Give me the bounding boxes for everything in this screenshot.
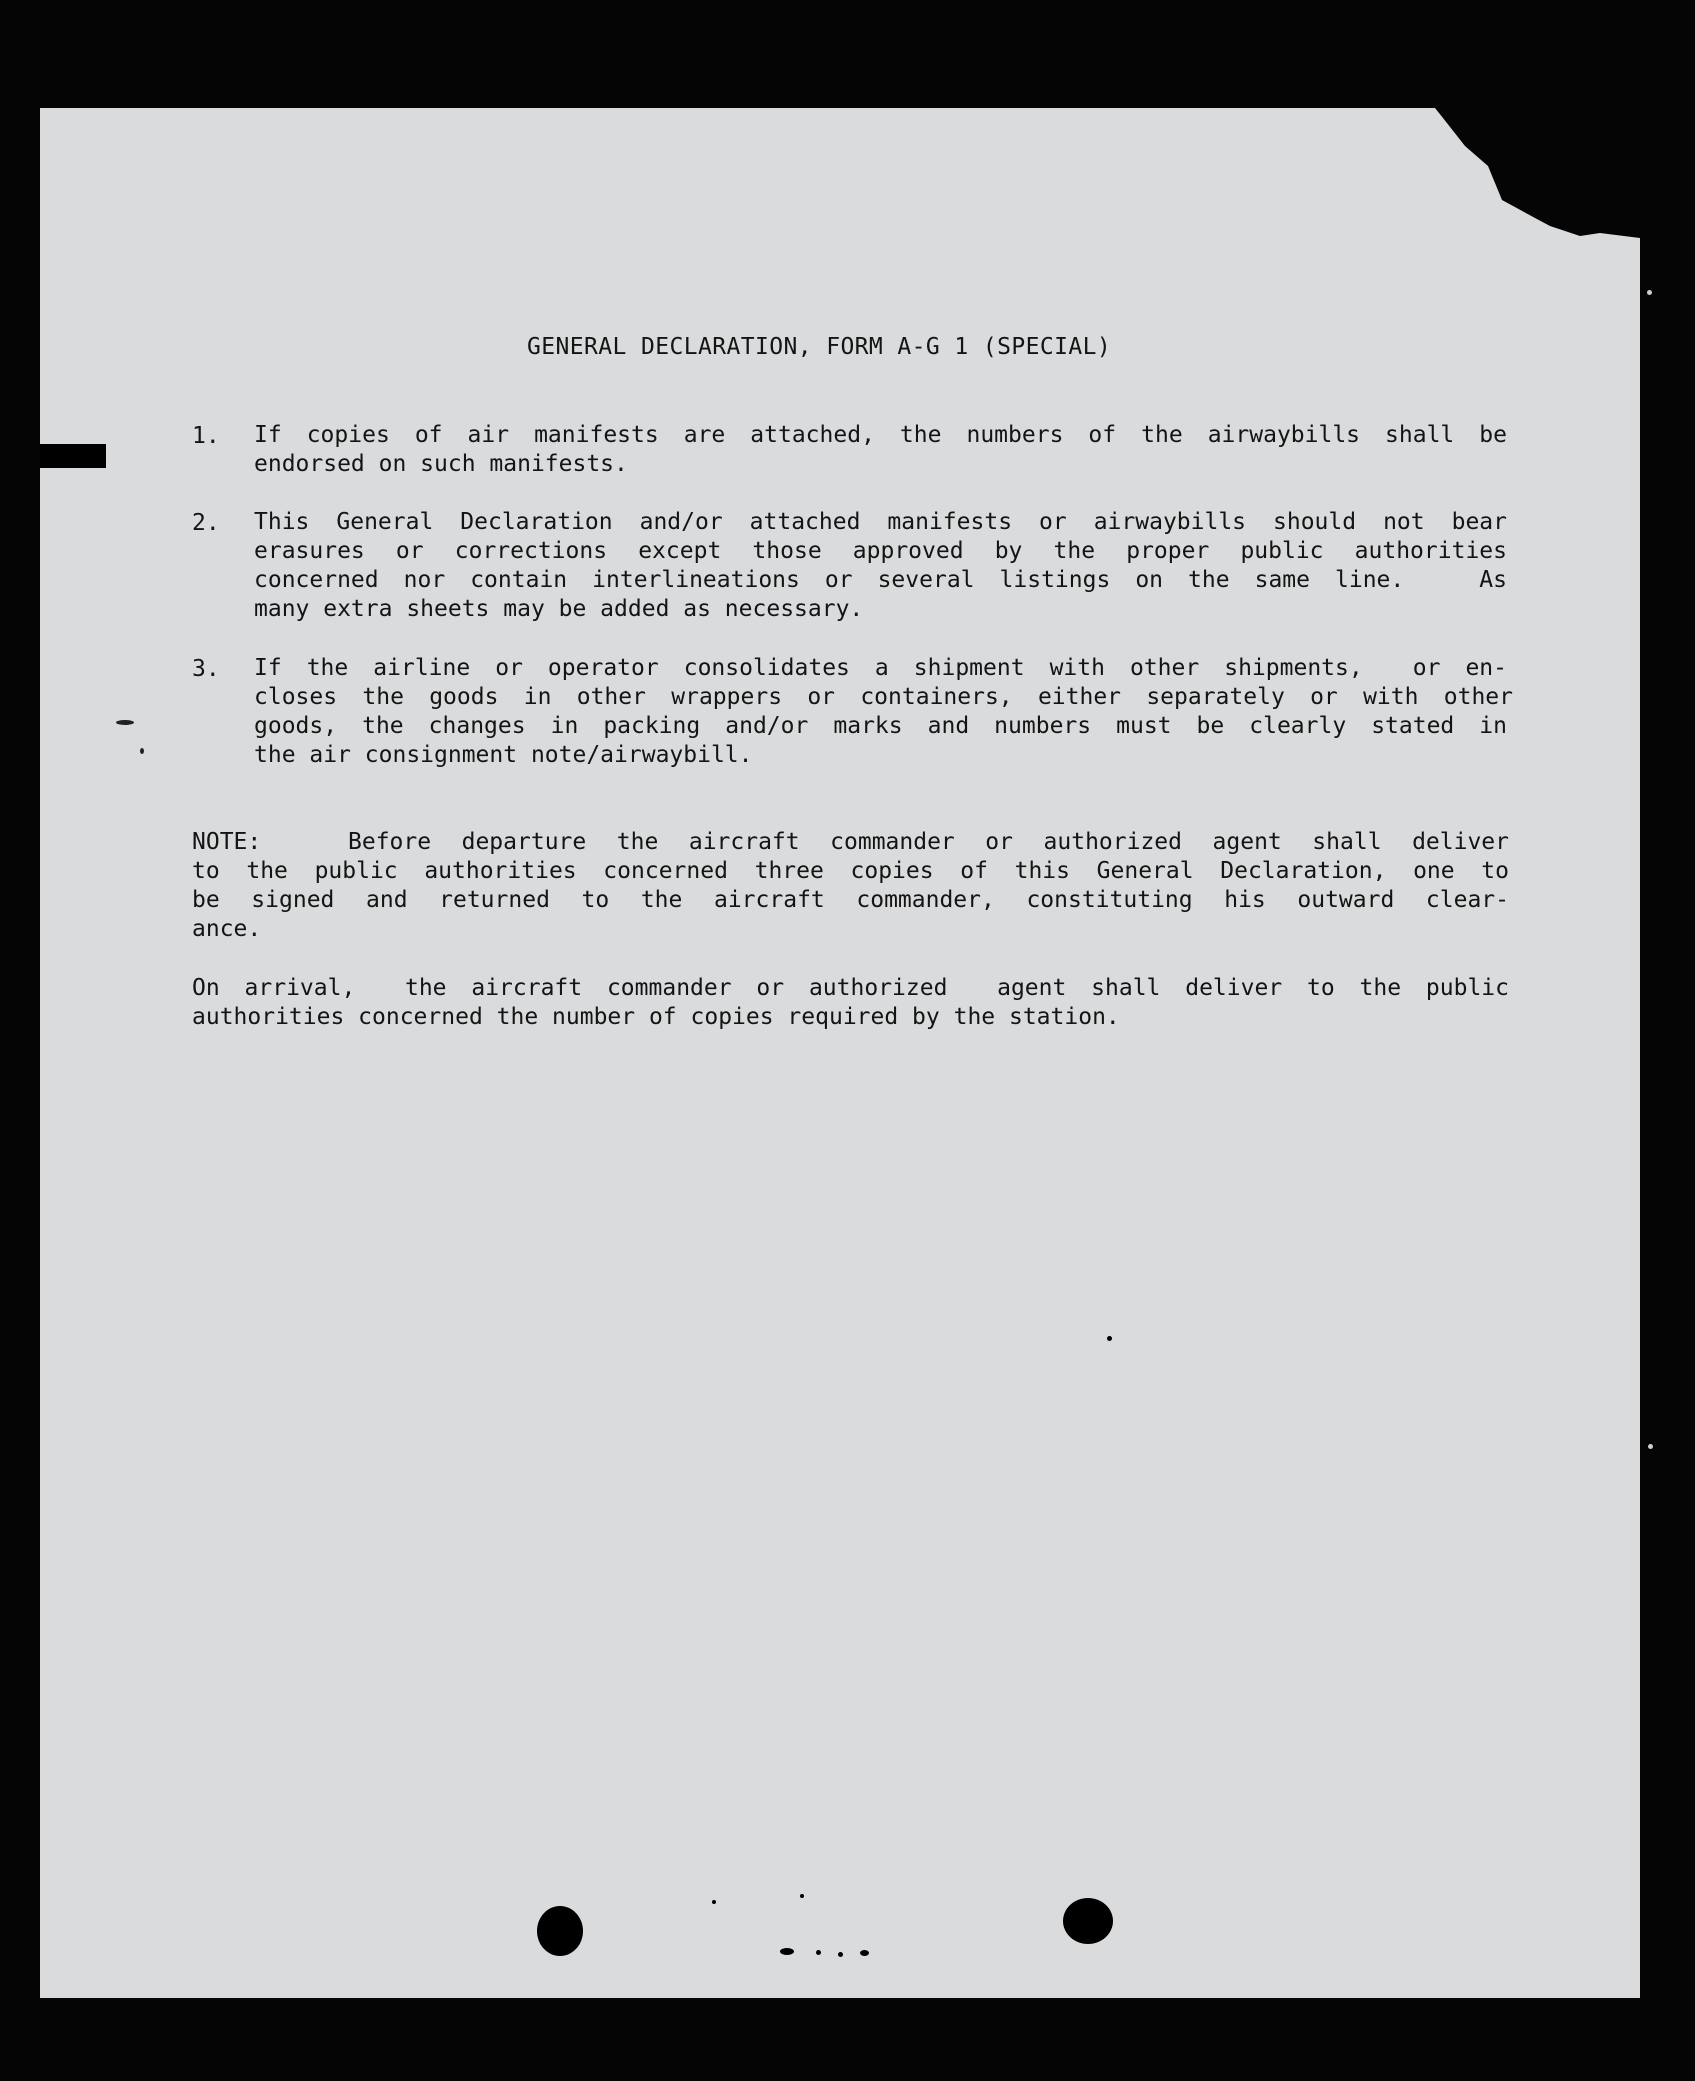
item-2-line-2: erasures or corrections except those approved by the proper public authorities [254,538,1507,564]
edge-tape-mark [40,444,106,468]
speck [800,1894,804,1898]
item-2-line-3: concerned nor contain interlineations or several listings on the same line. As [254,567,1507,593]
speck [838,1952,843,1957]
document-title: GENERAL DECLARATION, FORM A-G 1 (SPECIAL) [527,334,1112,360]
arrival-line-2: authorities concerned the number of copies required by the station. [192,1004,1120,1030]
item-2-number: 2. [192,510,220,536]
item-1-line-2: endorsed on such manifests. [254,451,628,477]
paper-sheet [40,108,1640,1998]
punch-hole-left [537,1906,583,1956]
item-1-number: 1. [192,423,220,449]
note-line-2: to the public authorities concerned three copies of this General Declaration, one to [192,858,1509,884]
speck [1648,1444,1653,1449]
margin-mark [140,748,144,754]
speck [816,1950,821,1955]
speck [1647,290,1652,295]
margin-mark [116,720,134,725]
item-1-line-1: If copies of air manifests are attached, the numbers of the airwaybills shall be [254,422,1507,448]
speck [1107,1336,1112,1341]
speck [712,1900,716,1904]
item-2-line-4: many extra sheets may be added as necessary. [254,596,864,622]
item-2-line-1: This General Declaration and/or attached manifests or airwaybills should not bear [254,509,1507,535]
item-3-line-2: closes the goods in other wrappers or containers, either separately or with other [254,684,1513,710]
item-3-line-3: goods, the changes in packing and/or marks and numbers must be clearly stated in [254,713,1507,739]
speck [780,1948,794,1955]
note-line-1: Before departure the aircraft commander or authorized agent shall deliver [348,829,1509,855]
item-3-line-4: the air consignment note/airwaybill. [254,742,753,768]
item-3-number: 3. [192,656,220,682]
note-label: NOTE: [192,829,262,855]
item-3-line-1: If the airline or operator consolidates a shipment with other shipments, or en- [254,655,1507,681]
arrival-line-1: On arrival, the aircraft commander or authorized agent shall deliver to the public [192,975,1509,1001]
note-line-3: be signed and returned to the aircraft commander, constituting his outward clear- [192,887,1509,913]
speck [860,1950,869,1956]
note-line-4: ance. [192,916,262,942]
punch-hole-right [1063,1898,1113,1944]
